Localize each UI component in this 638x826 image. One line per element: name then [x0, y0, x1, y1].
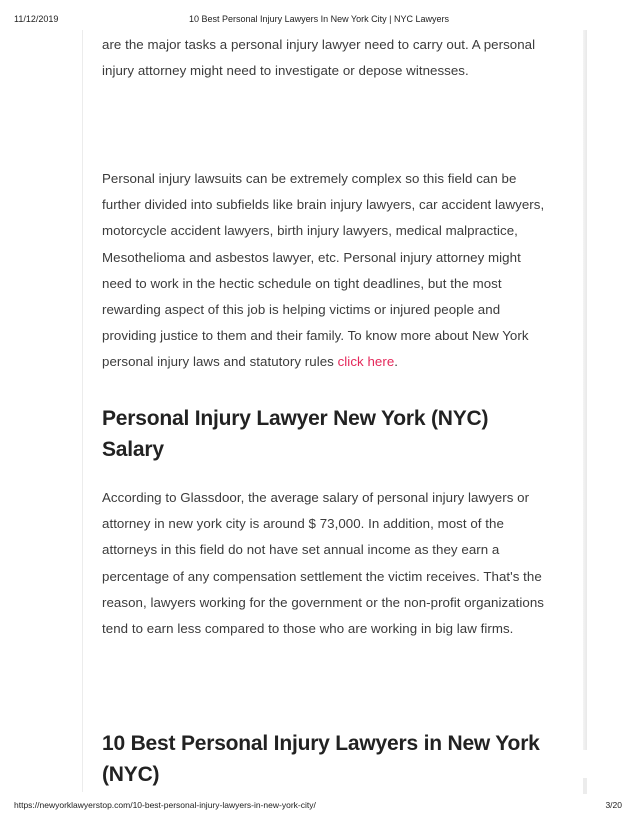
heading-salary: Personal Injury Lawyer New York (NYC) Salary [102, 407, 489, 461]
print-page-number: 3/20 [605, 800, 622, 810]
article-paragraph-subfields [102, 166, 546, 376]
paragraph-period: . [394, 354, 399, 370]
paragraph-text: Personal injury lawsuits can be extremely complex so this field can be further divided into subfields like brain injury lawyers, car accident lawyers, motorcycle accident lawyers, birth injury lawyers, medical malpractice, Mesothelioma and asbestos lawyer, etc. Personal injury attorney might need to work in the hectic schedule on tight deadlines, but the most rewarding aspect of this job is helping victims or injured people and providing justice to them and their family. To know more about New York personal injury laws and statutory rules [102, 171, 545, 370]
print-date: 11/12/2019 [14, 14, 59, 24]
heading-best-lawyers: 10 Best Personal Injury Lawyers in New York (NYC) [102, 732, 540, 786]
print-footer [0, 800, 638, 814]
card-edge-shadow [583, 30, 587, 750]
print-url: https://newyorklawyerstop.com/10-best-personal-injury-lawyers-in-new-york-city/ [14, 800, 316, 810]
click-here-link[interactable]: click here [337, 354, 395, 370]
article-paragraph-tasks: are the major tasks a personal injury lawyer need to carry out. A personal injury attorney might need to investigate or depose witnesses. [102, 37, 536, 79]
card-edge-shadow-lower [583, 778, 587, 794]
article-paragraph-salary: According to Glassdoor, the average salary of personal injury lawyers or attorney in new york city is around $ 73,000. In addition, most of the attorneys in this field do not have set annual income as they earn a percentage of any compensation settlement the victim receives. That's the reason, lawyers working for the government or the non-profit organizations tend to earn less compared to those who are working in big law firms. [102, 490, 544, 637]
print-page-title: 10 Best Personal Injury Lawyers In New York City | NYC Lawyers [189, 14, 449, 24]
print-header [0, 14, 638, 28]
